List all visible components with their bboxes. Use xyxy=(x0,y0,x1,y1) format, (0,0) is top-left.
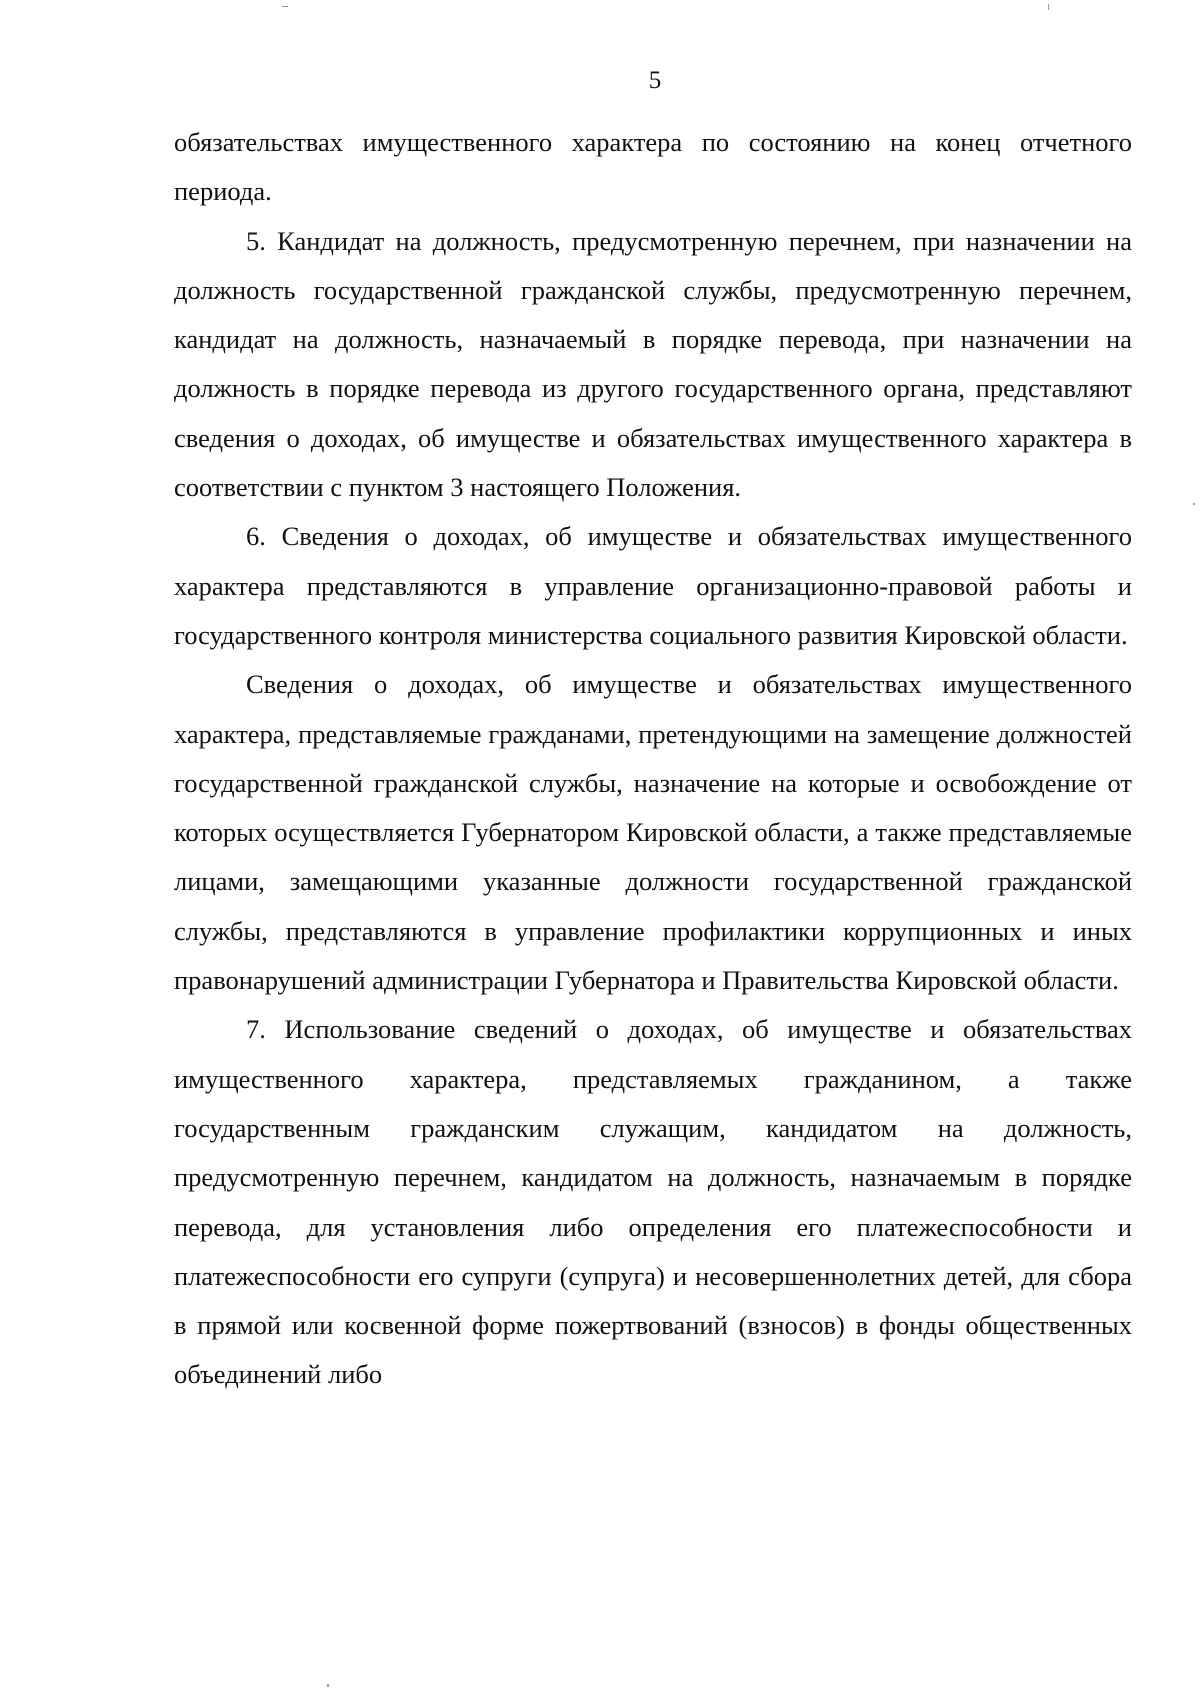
scan-mark-bottom xyxy=(327,1684,329,1687)
paragraph-item-7: 7. Использование сведений о доходах, об имуществе и обязательствах имущественного характера, представляемых гражданином, а также государственным гражданским служащим, кандидатом на должность, предусмотренную перечнем, кандидатом на должность, назначаемым в порядке перевода, для установления либо определения его платежеспособности и платежеспособности его супруги (супруга) и несовершеннолетних детей, для сбора в прямой или косвенной форме пожертвований (взносов) в фонды общественных объединений либо xyxy=(174,1014,1132,1390)
paragraph-item-5: 5. Кандидат на должность, предусмотренную перечнем, при назначении на должность государственной гражданской службы, предусмотренную перечнем, кандидат на должность, назначаемый в порядке перевода, при назначении на должность в порядке перевода из другого государственного органа, представляют сведения о доходах, об имуществе и обязательствах имущественного характера в соответствии с пунктом 3 настоящего Положения. xyxy=(174,225,1132,503)
paragraph-continuation: обязательствах имущественного характера по состоянию на конец отчетного периода. xyxy=(174,127,1132,207)
paragraph-item-6: 6. Сведения о доходах, об имуществе и обязательствах имущественного характера представляются в управление организационно-правовой работы и государственного контроля министерства социального развития Кировской области. xyxy=(174,521,1132,650)
scan-mark-right-edge xyxy=(1193,503,1195,505)
page-number: 5 xyxy=(648,67,662,94)
paragraph-item-6-second: Сведения о доходах, об имуществе и обязательствах имущественного характера, представляемые гражданами, претендующими на замещение должностей государственной гражданской службы, назначение на которые и освобождение от которых осуществляется Губернатором Кировской области, а также представляемые лицами, замещающими указанные должности государственной гражданской службы, представляются в управление профилактики коррупционных и иных правонарушений администрации Губернатора и Правительства Кировской области. xyxy=(174,669,1132,996)
scan-mark-top-left xyxy=(282,6,288,7)
scan-mark-top-right xyxy=(1048,4,1049,10)
document-body xyxy=(174,118,1132,1400)
